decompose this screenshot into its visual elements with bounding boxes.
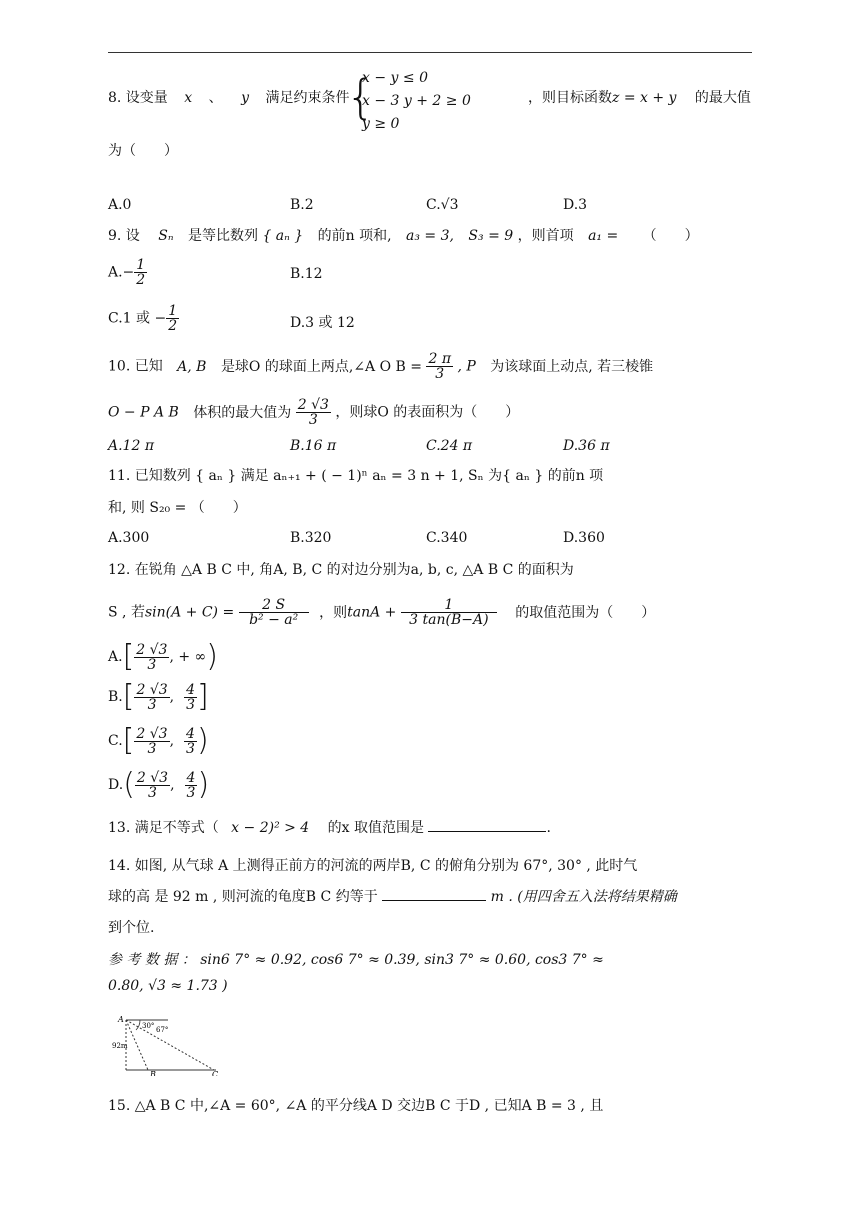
q15-stem: 15. △A B C 中,∠A = 60°, ∠A 的平分线A D 交边B C 于D , 已知A B = 3 , 且 <box>108 1098 604 1114</box>
q12-stem-line2: S , 若sin(A + C) = $\frac{2 S}{\text{b² − a²}}$ ，则tanA + $\frac{1}{3 \tan(B-A)}$ 的取值范围为（ ） <box>108 597 656 628</box>
q11-stem-line2: 和, 则 S₂₀ = （ ） <box>108 500 247 516</box>
q8-option-a[interactable]: A.0 <box>108 197 132 213</box>
q14-answer-blank[interactable] <box>382 900 486 901</box>
q10-stem-line2: O − P A B 体积的最大值为 $\frac{2 √3}{3}$ ，则球O 的表面积为（ ） <box>108 397 520 428</box>
q14-label-b: B <box>150 1070 156 1076</box>
q12-stem: 12. 在锐角 △A B C 中, 角A, B, C 的对边分别为a, b, c, △A B C 的面积为 <box>108 562 574 578</box>
q14-label-30: 30° <box>142 1022 155 1030</box>
q10-stem: 10. 已知 A, B 是球O 的球面上两点,∠A O B = $\frac{2 \pi}{3}$ , P 为该球面上动点, 若三棱锥 <box>108 351 654 382</box>
q14-reference-data: 参 考 数 据 ： sin6 7° ≈ 0.92, cos6 7° ≈ 0.39, sin3 7° ≈ 0.60, cos3 7° ≈ <box>108 952 604 968</box>
q13-answer-blank[interactable] <box>428 831 546 832</box>
q14-stem-line3: 到个位. <box>108 920 155 936</box>
q8-brace: { <box>346 70 376 124</box>
q11-stem: 11. 已知数列 { aₙ } 满足 aₙ₊₁ + ( − 1)ⁿ aₙ = 3 n + 1, Sₙ 为{ aₙ } 的前n 项 <box>108 468 604 484</box>
q12-option-c[interactable]: C.[ $\frac{2 √3}{3}$ , $\frac{4}{3}$ ) <box>108 723 209 758</box>
q11-option-d[interactable]: D.360 <box>563 530 605 546</box>
q8-constraint-2: x − 3 y + 2 ≥ 0 <box>362 93 471 109</box>
q14-label-67: 67° <box>156 1026 169 1034</box>
q10-option-b[interactable]: B.16 π <box>290 438 337 454</box>
q11-option-b[interactable]: B.320 <box>290 530 332 546</box>
q9-stem: 9. 设 Sₙ 是等比数列 { aₙ } 的前n 项和, a₃ = 3, S₃ = 9 ，则首项 a₁ = （ ） <box>108 228 699 244</box>
q14-angle-arc <box>136 1020 140 1030</box>
q11-option-c[interactable]: C.340 <box>426 530 468 546</box>
q14-label-c: C <box>212 1070 219 1076</box>
q14-line-ac <box>126 1020 214 1070</box>
q10-option-c[interactable]: C.24 π <box>426 438 473 454</box>
q9-option-c[interactable]: C.1 或 − $\frac{1}{2}$ <box>108 303 178 334</box>
q12-option-b[interactable]: B.[ $\frac{2 √3}{3}$ , $\frac{4}{3}$ ] <box>108 679 209 714</box>
q8-option-c[interactable]: C.√3 <box>426 197 459 213</box>
q10-option-a[interactable]: A.12 π <box>108 438 155 454</box>
q8-constraint-1: x − y ≤ 0 <box>362 70 428 86</box>
q14-stem: 14. 如图, 从气球 A 上测得正前方的河流的两岸B, C 的俯角分别为 67°, 30° , 此时气 <box>108 858 638 874</box>
q14-stem-line2: 球的高 是 92 m , 则河流的龟度B C 约等于 m . (用四舍五入法将结果精确 <box>108 889 677 905</box>
q9-option-d[interactable]: D.3 或 12 <box>290 315 355 331</box>
q8-objective: ，则目标函数z = x + y 的最大值 <box>528 90 751 106</box>
q8-option-d[interactable]: D.3 <box>563 197 588 213</box>
q12-option-d[interactable]: D.( $\frac{2 √3}{3}$ , $\frac{4}{3}$ ) <box>108 767 210 802</box>
q8-option-b[interactable]: B.2 <box>290 197 314 213</box>
q14-diagram <box>112 1010 222 1076</box>
q8-stem-line2: 为（ ） <box>108 143 178 159</box>
q12-option-a[interactable]: A.[ $\frac{2 √3}{3}$ , + ∞) <box>108 639 218 674</box>
q14-reference-data-line2: 0.80, √3 ≈ 1.73 ) <box>108 978 228 994</box>
q13-stem: 13. 满足不等式（ x − 2)² > 4 的x 取值范围是 . <box>108 820 551 836</box>
q14-label-height: 92m <box>112 1042 128 1050</box>
q8-stem: 8. 设变量 x 、 y 满足约束条件 <box>108 90 350 106</box>
q11-option-a[interactable]: A.300 <box>108 530 150 546</box>
q14-label-a: A <box>118 1015 124 1024</box>
q9-option-b[interactable]: B.12 <box>290 266 323 282</box>
q10-option-d[interactable]: D.36 π <box>563 438 610 454</box>
q8-constraint-3: y ≥ 0 <box>362 116 400 132</box>
q9-option-a[interactable]: A.− $\frac{1}{2}$ <box>108 257 146 288</box>
header-rule <box>108 52 752 53</box>
